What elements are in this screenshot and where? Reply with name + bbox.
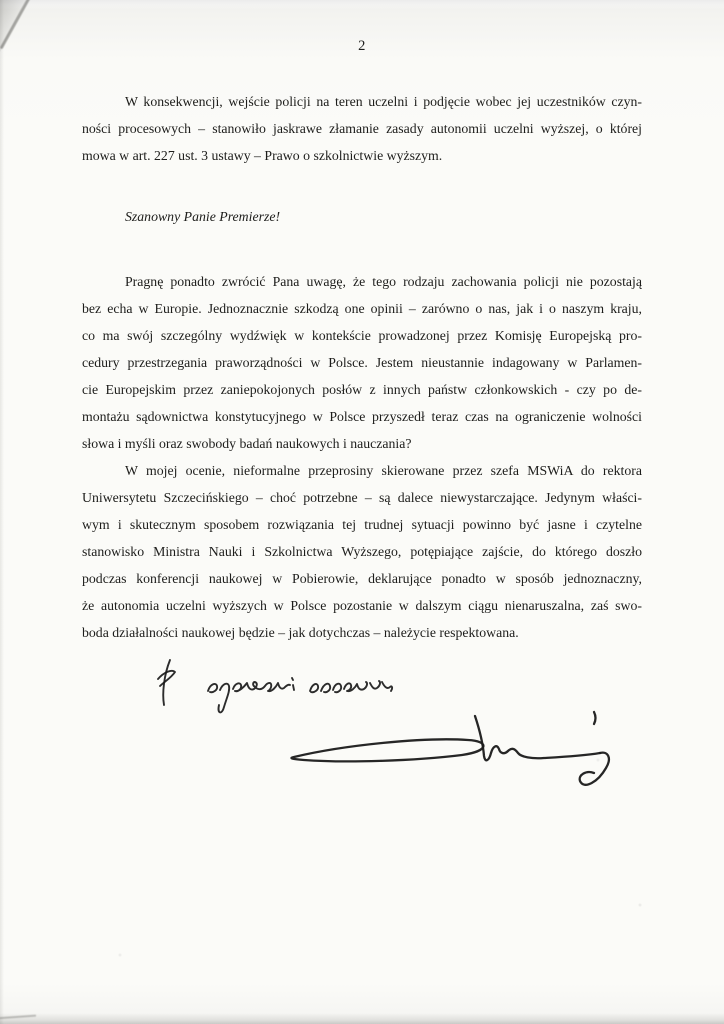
pen-stroke (370, 681, 380, 689)
scan-edge-left (0, 0, 4, 1024)
pen-stroke (321, 684, 330, 692)
text-line: W mojej ocenie, nieformalne przeprosiny skierowane przez szefa MSWiA do rektora (125, 463, 642, 478)
text-line: bez echa w Europie. Jednoznacznie szkodzą one opinii – zarówno o nas, jak i o naszym kraju, (82, 301, 642, 316)
text-line: stanowisko Ministra Nauki i Szkolnictwa Wyższego, potępiające zajście, do którego doszło (82, 544, 642, 559)
text-line: słowa i myśli oraz swobody badań naukowych i nauczania? (82, 436, 412, 451)
text-line: cie Europejskim przez zaniepokojonych posłów z innych państw członkowskich - czy po de- (82, 382, 642, 397)
text-line: montażu sądownictwa konstytucyjnego w Polsce przyszedł teraz czas na ograniczenie wolności (82, 409, 642, 424)
text-line: Szanowny Panie Premierze! (125, 209, 281, 224)
pen-stroke (293, 685, 294, 690)
text-line: ności procesowych – stanowiło jaskrawe złamanie zasady autonomii uczelni wyższej, o której (82, 121, 642, 136)
paragraph (82, 268, 642, 457)
pen-stroke (310, 684, 318, 692)
paragraph (82, 457, 642, 646)
pen-stroke (291, 739, 483, 761)
text-line: mowa w art. 227 ust. 3 ustawy – Prawo o szkolnictwie wyższym. (82, 148, 443, 163)
pen-stroke (594, 712, 596, 724)
text-line: wym i skutecznym sposobem rozwiązania tej trudnej sytuacji powinno być jasne i czytelne (82, 517, 642, 532)
text-line: W konsekwencji, wejście policji na teren uczelni i podjęcie wobec jej uczestników czyn- (125, 94, 642, 109)
text-line: Pragnę ponadto zwrócić Pana uwagę, że tego rodzaju zachowania policji nie pozostają (125, 274, 642, 289)
pen-stroke (382, 682, 392, 691)
pen-stroke (580, 753, 609, 785)
signature-scribble (282, 706, 622, 801)
pen-stroke (292, 678, 293, 680)
paragraph (82, 88, 642, 169)
text-line: podczas konferencji naukowej w Pobierowie, deklarujące ponadto w sposób jednoznaczny, (82, 571, 642, 586)
page-number: 2 (358, 38, 366, 54)
salutation (82, 203, 642, 230)
pen-stroke (158, 671, 175, 686)
letter-body (82, 88, 642, 646)
pen-stroke (219, 684, 230, 713)
pen-stroke (475, 716, 600, 760)
pen-stroke (208, 684, 217, 692)
text-line: że autonomia uczelni wyższych w Polsce pozostanie w dalszym ciągu nienaruszalna, zaś swo- (82, 598, 642, 613)
scan-edge-bottom (0, 1013, 724, 1024)
pen-stroke (333, 684, 341, 693)
text-line: boda działalności naukowej będzie – jak dotychczas – należycie respektowana. (82, 625, 519, 640)
text-line: Uniwersytetu Szczecińskiego – choć potrzebne – są dalece niewystarczające. Jedynym właści- (82, 490, 642, 505)
text-line: cedury przestrzegania praworządności w Polsce. Jestem nieustannie indagowany w Parlamen- (82, 355, 642, 370)
scan-edge-top (0, 0, 724, 8)
text-line: co ma swój szczególny wydźwięk w kontekście prowadzonej przez Komisję Europejską pro- (82, 328, 642, 343)
pen-stroke (233, 682, 290, 691)
pen-stroke (344, 682, 367, 691)
